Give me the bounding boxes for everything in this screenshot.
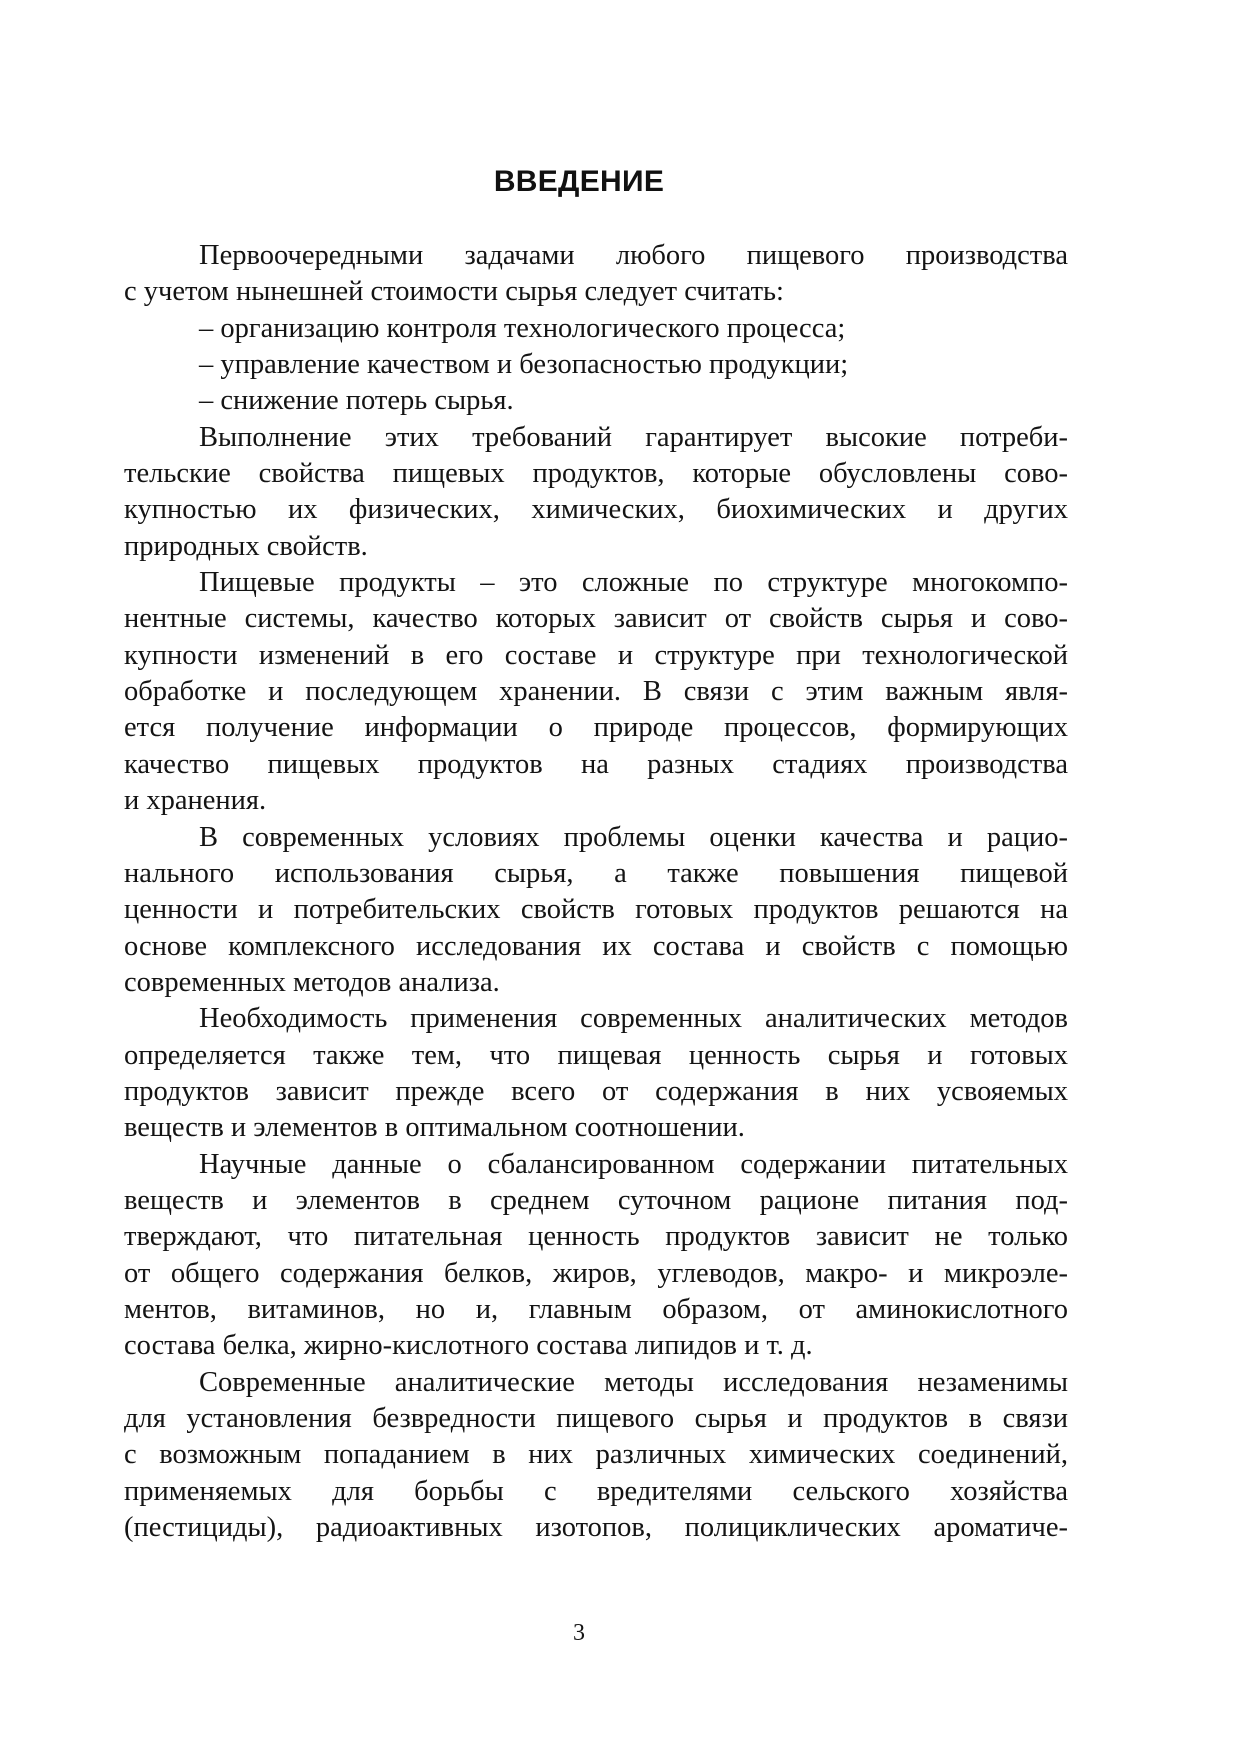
text-line: обработке и последующем хранении. В связи с этим важным явля- bbox=[124, 676, 1068, 708]
text-line: ется получение информации о природе процессов, формирующих bbox=[124, 712, 1068, 744]
text-line: В современных условиях проблемы оценки качества и рацио- bbox=[199, 821, 1068, 853]
text-line: тверждают, что питательная ценность продуктов зависит не только bbox=[124, 1221, 1068, 1253]
text-line: (пестициды), радиоактивных изотопов, полициклических ароматиче- bbox=[124, 1512, 1068, 1544]
text-line: купности изменений в его составе и структуре при технологической bbox=[124, 639, 1068, 671]
text-line: ценности и потребительских свойств готовых продуктов решаются на bbox=[124, 894, 1068, 926]
text-line: – организацию контроля технологического процесса; bbox=[199, 312, 846, 344]
body-text bbox=[124, 238, 1068, 1546]
text-line: продуктов зависит прежде всего от содержания в них усвояемых bbox=[124, 1075, 1068, 1107]
text-line: – управление качеством и безопасностью продукции; bbox=[199, 349, 849, 381]
text-line: с учетом нынешней стоимости сырья следует считать: bbox=[124, 276, 784, 308]
text-line: состава белка, жирно-кислотного состава липидов и т. д. bbox=[124, 1330, 813, 1362]
text-line: ментов, витаминов, но и, главным образом, от аминокислотного bbox=[124, 1293, 1068, 1325]
text-line: Пищевые продукты – это сложные по структуре многокомпо- bbox=[199, 567, 1068, 599]
text-line: тельские свойства пищевых продуктов, которые обусловлены сово- bbox=[124, 458, 1068, 490]
text-line: для установления безвредности пищевого сырья и продуктов в связи bbox=[124, 1403, 1068, 1434]
page-title: ВВЕДЕНИЕ bbox=[493, 165, 665, 198]
text-line: и хранения. bbox=[124, 785, 267, 817]
text-line: основе комплексного исследования их состава и свойств с помощью bbox=[124, 930, 1068, 962]
text-line: нального использования сырья, а также повышения пищевой bbox=[124, 857, 1068, 889]
text-line: Современные аналитические методы исследования незаменимы bbox=[199, 1366, 1068, 1398]
text-line: определяется также тем, что пищевая ценность сырья и готовых bbox=[124, 1039, 1068, 1071]
text-line: природных свойств. bbox=[124, 530, 368, 562]
text-line: современных методов анализа. bbox=[124, 966, 500, 998]
text-line: – снижение потерь сырья. bbox=[199, 385, 514, 417]
text-line: веществ и элементов в среднем суточном рационе питания под- bbox=[124, 1184, 1068, 1216]
text-line: применяемых для борьбы с вредителями сельского хозяйства bbox=[124, 1475, 1068, 1507]
text-line: Первоочередными задачами любого пищевого производства bbox=[199, 240, 1068, 271]
text-line: с возможным попаданием в них различных химических соединений, bbox=[124, 1439, 1068, 1471]
text-line: Научные данные о сбалансированном содержании питательных bbox=[199, 1148, 1068, 1180]
text-line: от общего содержания белков, жиров, углеводов, макро- и микроэле- bbox=[124, 1257, 1068, 1289]
text-line: Необходимость применения современных аналитических методов bbox=[199, 1003, 1068, 1035]
text-line: Выполнение этих требований гарантирует высокие потреби- bbox=[199, 421, 1068, 453]
text-line: купностью их физических, химических, биохимических и других bbox=[124, 494, 1068, 526]
page-number: 3 bbox=[573, 1620, 585, 1646]
text-line: качество пищевых продуктов на разных стадиях производства bbox=[124, 748, 1068, 780]
text-line: нентные системы, качество которых зависит от свойств сырья и сово- bbox=[124, 603, 1068, 635]
text-line: веществ и элементов в оптимальном соотношении. bbox=[124, 1112, 745, 1144]
